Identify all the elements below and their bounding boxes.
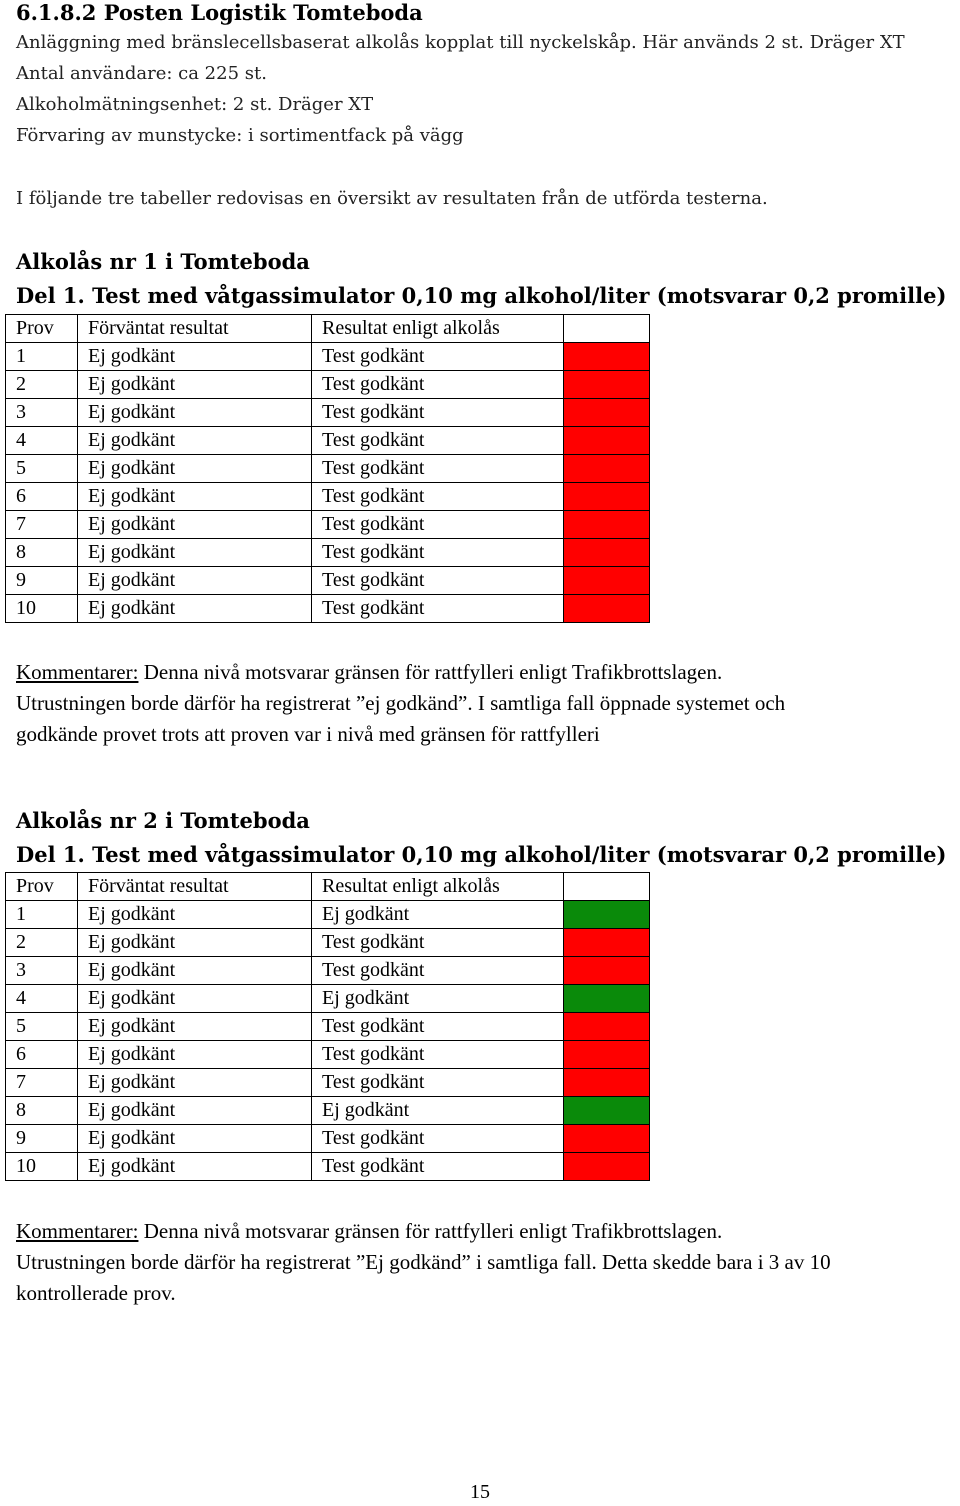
- table-row: [6, 455, 650, 483]
- table-row: [6, 427, 650, 455]
- cell-expected: Ej godkänt: [78, 985, 312, 1013]
- comment-label: Kommentarer:: [16, 1219, 139, 1243]
- cell-prov: 6: [6, 1041, 78, 1069]
- table-row: [6, 1097, 650, 1125]
- status-fail-cell: [564, 957, 650, 985]
- status-fail-cell: [564, 511, 650, 539]
- table-2-comment-line-1: [16, 1219, 722, 1244]
- status-fail-cell: [564, 343, 650, 371]
- cell-expected: Ej godkänt: [78, 483, 312, 511]
- status-fail-cell: [564, 595, 650, 623]
- cell-expected: Ej godkänt: [78, 427, 312, 455]
- header-expected: Förväntat resultat: [78, 315, 312, 343]
- table-row: [6, 595, 650, 623]
- cell-result: Test godkänt: [312, 343, 564, 371]
- table-2-subtitle: Del 1. Test med våtgassimulator 0,10 mg alkohol/liter (motsvarar 0,2 promille): [16, 842, 947, 867]
- cell-expected: Ej godkänt: [78, 511, 312, 539]
- header-prov: Prov: [6, 315, 78, 343]
- header-result: Resultat enligt alkolås: [312, 315, 564, 343]
- table-header-row: [6, 315, 650, 343]
- cell-prov: 3: [6, 399, 78, 427]
- status-fail-cell: [564, 929, 650, 957]
- cell-prov: 2: [6, 371, 78, 399]
- status-fail-cell: [564, 399, 650, 427]
- cell-expected: Ej godkänt: [78, 929, 312, 957]
- section-heading: 6.1.8.2 Posten Logistik Tomteboda: [16, 0, 423, 25]
- cell-prov: 1: [6, 343, 78, 371]
- cell-prov: 8: [6, 1097, 78, 1125]
- cell-expected: Ej godkänt: [78, 1069, 312, 1097]
- table-row: [6, 511, 650, 539]
- cell-expected: Ej godkänt: [78, 399, 312, 427]
- cell-result: Test godkänt: [312, 511, 564, 539]
- table-1-comment-line-2: Utrustningen borde därför ha registrerat ”ej godkänd”. I samtliga fall öppnade systemet och: [16, 691, 786, 715]
- cell-result: Test godkänt: [312, 1125, 564, 1153]
- cell-expected: Ej godkänt: [78, 371, 312, 399]
- table-row: [6, 1013, 650, 1041]
- cell-result: Test godkänt: [312, 567, 564, 595]
- status-pass-cell: [564, 985, 650, 1013]
- table-1-title: Alkolås nr 1 i Tomteboda: [16, 249, 310, 274]
- cell-prov: 7: [6, 1069, 78, 1097]
- cell-result: Test godkänt: [312, 1153, 564, 1181]
- status-fail-cell: [564, 539, 650, 567]
- table-row: [6, 539, 650, 567]
- table-row: [6, 483, 650, 511]
- info-line-2: Antal användare: ca 225 st.: [16, 63, 267, 84]
- cell-result: Ej godkänt: [312, 985, 564, 1013]
- table-row: [6, 985, 650, 1013]
- comment-label: Kommentarer:: [16, 660, 139, 684]
- cell-prov: 1: [6, 901, 78, 929]
- status-pass-cell: [564, 1097, 650, 1125]
- page-number: 15: [470, 1481, 490, 1503]
- info-line-4: Förvaring av munstycke: i sortimentfack på vägg: [16, 125, 464, 146]
- cell-expected: Ej godkänt: [78, 539, 312, 567]
- cell-prov: 9: [6, 1125, 78, 1153]
- cell-prov: 4: [6, 427, 78, 455]
- cell-result: Test godkänt: [312, 371, 564, 399]
- cell-result: Test godkänt: [312, 483, 564, 511]
- cell-result: Test godkänt: [312, 595, 564, 623]
- header-status: [564, 873, 650, 901]
- status-fail-cell: [564, 427, 650, 455]
- cell-prov: 4: [6, 985, 78, 1013]
- cell-result: Test godkänt: [312, 929, 564, 957]
- results-table-1: [5, 314, 650, 623]
- cell-expected: Ej godkänt: [78, 567, 312, 595]
- cell-prov: 6: [6, 483, 78, 511]
- table-row: [6, 567, 650, 595]
- cell-prov: 5: [6, 455, 78, 483]
- table-row: [6, 1153, 650, 1181]
- cell-result: Test godkänt: [312, 455, 564, 483]
- table-1-comment-line-3: godkände provet trots att proven var i nivå med gränsen för rattfylleri: [16, 722, 600, 746]
- table-row: [6, 1069, 650, 1097]
- header-expected: Förväntat resultat: [78, 873, 312, 901]
- cell-prov: 10: [6, 1153, 78, 1181]
- cell-expected: Ej godkänt: [78, 901, 312, 929]
- results-table-2: [5, 872, 650, 1181]
- cell-prov: 2: [6, 929, 78, 957]
- status-fail-cell: [564, 1013, 650, 1041]
- cell-result: Test godkänt: [312, 399, 564, 427]
- cell-expected: Ej godkänt: [78, 957, 312, 985]
- cell-result: Ej godkänt: [312, 901, 564, 929]
- comment-text: Denna nivå motsvarar gränsen för rattfylleri enligt Trafikbrottslagen.: [143, 1219, 723, 1243]
- table-row: [6, 371, 650, 399]
- info-line-1: Anläggning med bränslecellsbaserat alkolås kopplat till nyckelskåp. Här används 2 st. Dräger XT: [16, 32, 905, 53]
- info-line-3: Alkoholmätningsenhet: 2 st. Dräger XT: [16, 94, 374, 115]
- header-result: Resultat enligt alkolås: [312, 873, 564, 901]
- intro-text: I följande tre tabeller redovisas en översikt av resultaten från de utförda testerna.: [16, 188, 768, 209]
- table-1-comment-line-1: [16, 660, 722, 685]
- table-header-row: [6, 873, 650, 901]
- cell-expected: Ej godkänt: [78, 1041, 312, 1069]
- status-fail-cell: [564, 483, 650, 511]
- cell-prov: 10: [6, 595, 78, 623]
- cell-expected: Ej godkänt: [78, 1097, 312, 1125]
- status-fail-cell: [564, 1125, 650, 1153]
- status-fail-cell: [564, 1153, 650, 1181]
- cell-expected: Ej godkänt: [78, 455, 312, 483]
- cell-result: Test godkänt: [312, 957, 564, 985]
- cell-result: Test godkänt: [312, 1041, 564, 1069]
- status-fail-cell: [564, 1069, 650, 1097]
- cell-result: Ej godkänt: [312, 1097, 564, 1125]
- cell-result: Test godkänt: [312, 539, 564, 567]
- cell-result: Test godkänt: [312, 427, 564, 455]
- status-fail-cell: [564, 567, 650, 595]
- table-row: [6, 929, 650, 957]
- cell-prov: 5: [6, 1013, 78, 1041]
- table-2-comment-line-3: kontrollerade prov.: [16, 1281, 176, 1305]
- cell-expected: Ej godkänt: [78, 1153, 312, 1181]
- cell-expected: Ej godkänt: [78, 1125, 312, 1153]
- cell-expected: Ej godkänt: [78, 1013, 312, 1041]
- cell-prov: 8: [6, 539, 78, 567]
- table-row: [6, 343, 650, 371]
- cell-prov: 3: [6, 957, 78, 985]
- cell-expected: Ej godkänt: [78, 343, 312, 371]
- header-status: [564, 315, 650, 343]
- cell-prov: 9: [6, 567, 78, 595]
- status-fail-cell: [564, 371, 650, 399]
- table-2-title: Alkolås nr 2 i Tomteboda: [16, 808, 310, 833]
- table-2-comment-line-2: Utrustningen borde därför ha registrerat ”Ej godkänd” i samtliga fall. Detta skedde bara i 3 av 10: [16, 1250, 831, 1274]
- table-row: [6, 1041, 650, 1069]
- table-1-subtitle: Del 1. Test med våtgassimulator 0,10 mg alkohol/liter (motsvarar 0,2 promille): [16, 283, 947, 308]
- status-fail-cell: [564, 1041, 650, 1069]
- comment-text: Denna nivå motsvarar gränsen för rattfylleri enligt Trafikbrottslagen.: [143, 660, 723, 684]
- cell-expected: Ej godkänt: [78, 595, 312, 623]
- status-fail-cell: [564, 455, 650, 483]
- table-row: [6, 957, 650, 985]
- cell-result: Test godkänt: [312, 1069, 564, 1097]
- table-row: [6, 1125, 650, 1153]
- table-row: [6, 901, 650, 929]
- table-row: [6, 399, 650, 427]
- status-pass-cell: [564, 901, 650, 929]
- header-prov: Prov: [6, 873, 78, 901]
- cell-result: Test godkänt: [312, 1013, 564, 1041]
- cell-prov: 7: [6, 511, 78, 539]
